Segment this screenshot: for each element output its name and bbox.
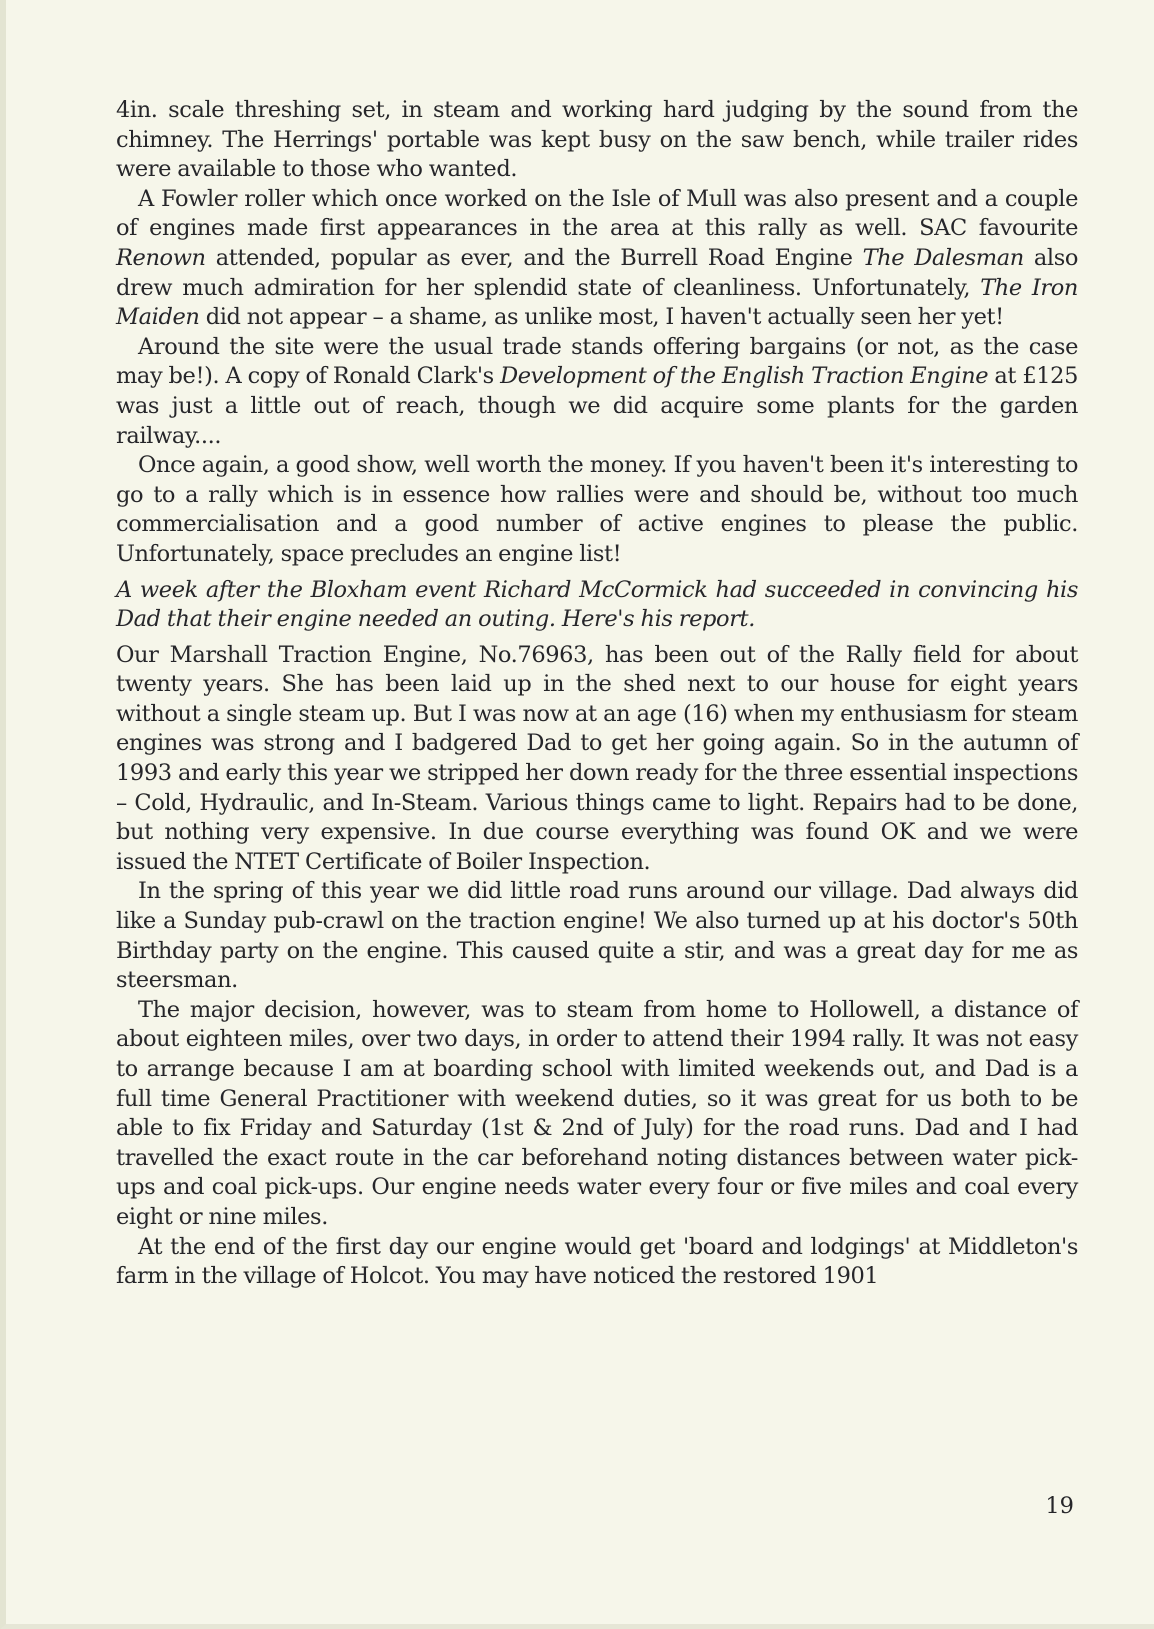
text-run: attended, popular as ever, and the Burrell Road Engine <box>205 244 863 271</box>
paragraph <box>116 333 1078 451</box>
text-run: also drew much admiration for her splendid state of cleanliness. Unfortunately, <box>116 244 1078 301</box>
italic-text: The Iron Maiden <box>116 274 1078 331</box>
paragraph <box>116 996 1078 1233</box>
italic-text: A week after the Bloxham event Richard McCormick had succeeded in convincing his Dad that their engine needed an outing. Here's his report. <box>116 576 1078 633</box>
text-run: Once again, a good show, well worth the money. If you haven't been it's interesting to go to a rally which is in essence how rallies were and should be, without too much commercialisation and a good number of active engines to please the public. Unfortunately, space precludes an engine list! <box>116 452 1078 567</box>
text-run: In the spring of this year we did little road runs around our village. Dad always did like a Sunday pub-crawl on the traction engine! We also turned up at his doctor's 50th Birthday party on the engine. This caused quite a stir, and was a great day for me as steersman. <box>116 878 1078 994</box>
paragraph <box>116 96 1078 185</box>
paragraph <box>116 641 1078 878</box>
italic-text: The Dalesman <box>862 244 1024 271</box>
text-run: A Fowler roller which once worked on the Isle of Mull was also present and a couple of engines made first appearances in the area at this rally as well. SAC favourite <box>116 185 1078 242</box>
text-run: Our Marshall Traction Engine, No.76963, has been out of the Rally field for about twenty years. She has been laid up in the shed next to our house for eight years without a single steam up. But I was now at an age (16) when my enthusiasm for steam engines was strong and I badgered Dad to get her going again. So in the autumn of 1993 and early this year we stripped her down ready for the three essential inspections – Cold, Hydraulic, and In-Steam. Various things came to light. Repairs had to be done, but nothing very expensive. In due course everything was found OK and we were issued the NTET Certificate of Boiler Inspection. <box>116 641 1078 875</box>
text-run: did not appear – a shame, as unlike most, I haven't actually seen her yet! <box>199 304 1004 331</box>
paragraph <box>116 1233 1078 1292</box>
italic-text: Development of the English Traction Engine <box>500 363 989 390</box>
text-run: 4in. scale threshing set, in steam and working hard judging by the sound from the chimney. The Herrings' portable was kept busy on the saw bench, while trailer rides were available to those who wanted. <box>116 97 1078 183</box>
paragraph <box>116 185 1078 333</box>
text-run: The major decision, however, was to steam from home to Hollowell, a distance of about eighteen miles, over two days, in order to attend their 1994 rally. It was not easy to arrange because I am at boarding school with limited weekends out, and Dad is a full time General Practitioner with weekend duties, so it was great for us both to be able to fix Friday and Saturday (1st & 2nd of July) for the road runs. Dad and I had travelled the exact route in the car beforehand noting distances between water pick-ups and coal pick-ups. Our engine needs water every four or five miles and coal every eight or nine miles. <box>116 996 1078 1230</box>
article-body <box>116 96 1078 1292</box>
page-number: 19 <box>1045 1493 1074 1519</box>
paragraph <box>116 576 1078 635</box>
text-run: At the end of the first day our engine would get 'board and lodgings' at Middleton's farm in the village of Holcot. You may have noticed the restored 1901 <box>116 1233 1078 1290</box>
text-run: Around the site were the usual trade stands offering bargains (or not, as the case may be!). A copy of Ronald Clark's <box>116 333 1078 390</box>
paragraph <box>116 877 1078 995</box>
paragraph <box>116 451 1078 569</box>
text-run: at £125 was just a little out of reach, though we did acquire some plants for the garden railway.... <box>116 363 1078 449</box>
italic-text: Renown <box>116 244 206 271</box>
